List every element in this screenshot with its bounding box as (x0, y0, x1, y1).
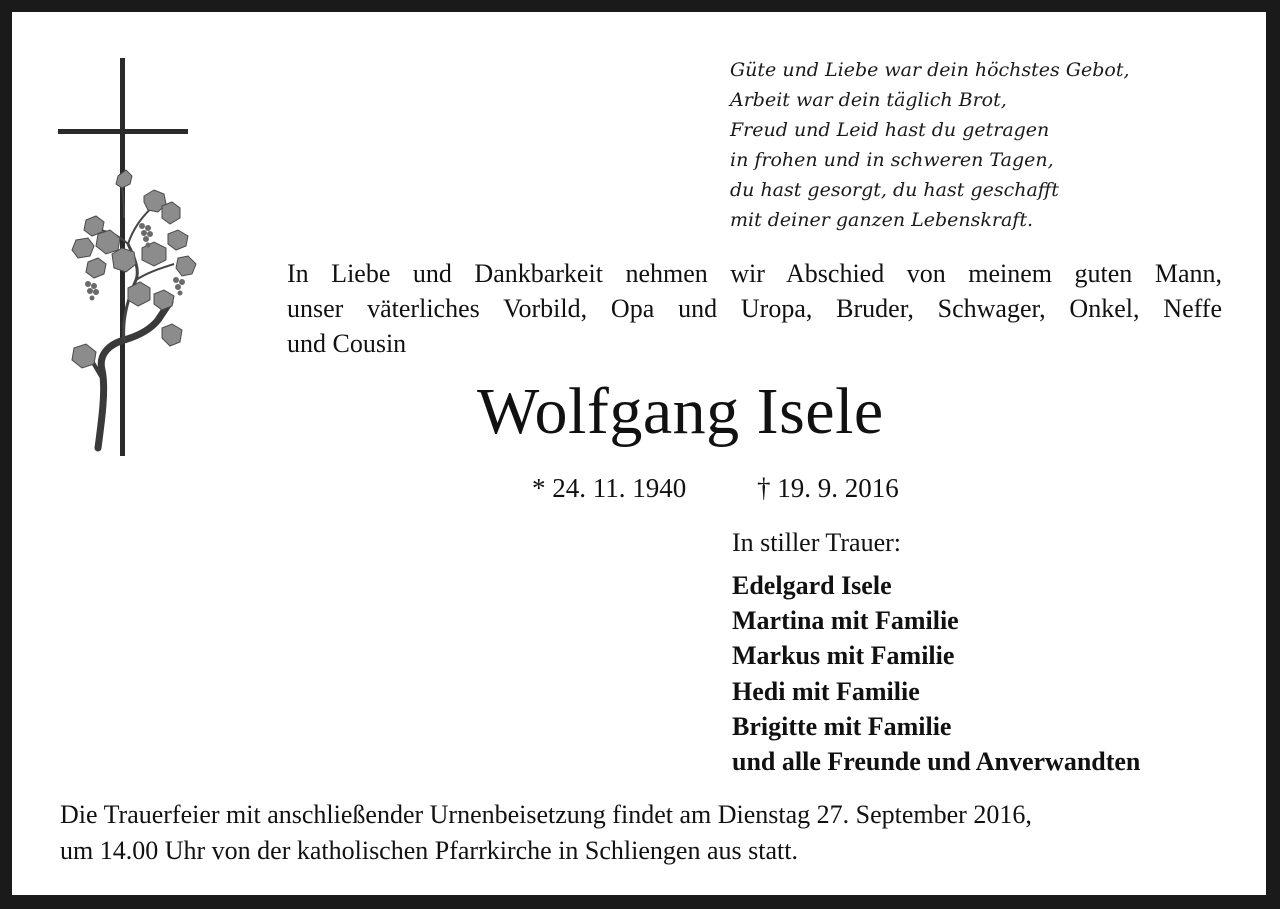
mourner-name: Markus mit Familie (732, 641, 955, 671)
mourning-heading: In stiller Trauer: (732, 528, 901, 557)
mourner-name: und alle Freunde und Anverwandten (732, 747, 1141, 777)
farewell-line: unser väterliches Vorbild, Opa und Uropa, Bruder, Schwager, Onkel, Neffe (287, 294, 1222, 323)
deceased-name: Wolfgang Isele (477, 375, 884, 448)
poem-line: du hast gesorgt, du hast geschafft (730, 179, 1059, 201)
poem (730, 55, 1250, 235)
funeral-info-line: um 14.00 Uhr von der katholischen Pfarrkirche in Schliengen aus statt. (60, 836, 798, 865)
death-date: † 19. 9. 2016 (757, 473, 899, 503)
funeral-info-line: Die Trauerfeier mit anschließender Urnenbeisetzung findet am Dienstag 27. September 2016, (60, 800, 1032, 829)
funeral-info (60, 797, 1222, 869)
mourner-name: Brigitte mit Familie (732, 711, 952, 741)
life-dates (532, 470, 899, 506)
farewell-line: In Liebe und Dankbarkeit nehmen wir Abschied von meinem guten Mann, (287, 259, 1222, 288)
poem-line: in frohen und in schweren Tagen, (730, 149, 1054, 171)
poem-line: Arbeit war dein täglich Brot, (730, 89, 1007, 111)
poem-line: Güte und Liebe war dein höchstes Gebot, (730, 59, 1130, 81)
birth-date: * 24. 11. 1940 (532, 473, 687, 503)
mourner-name: Martina mit Familie (732, 606, 959, 636)
farewell-text (287, 256, 1222, 361)
farewell-line: und Cousin (287, 329, 407, 358)
poem-line: Freud und Leid hast du getragen (730, 119, 1050, 141)
mourner-name: Edelgard Isele (732, 571, 892, 600)
poem-line: mit deiner ganzen Lebenskraft. (730, 209, 1033, 231)
mourners-list (732, 568, 1140, 779)
mourner-name: Hedi mit Familie (732, 676, 920, 706)
obituary-notice (12, 12, 1266, 895)
